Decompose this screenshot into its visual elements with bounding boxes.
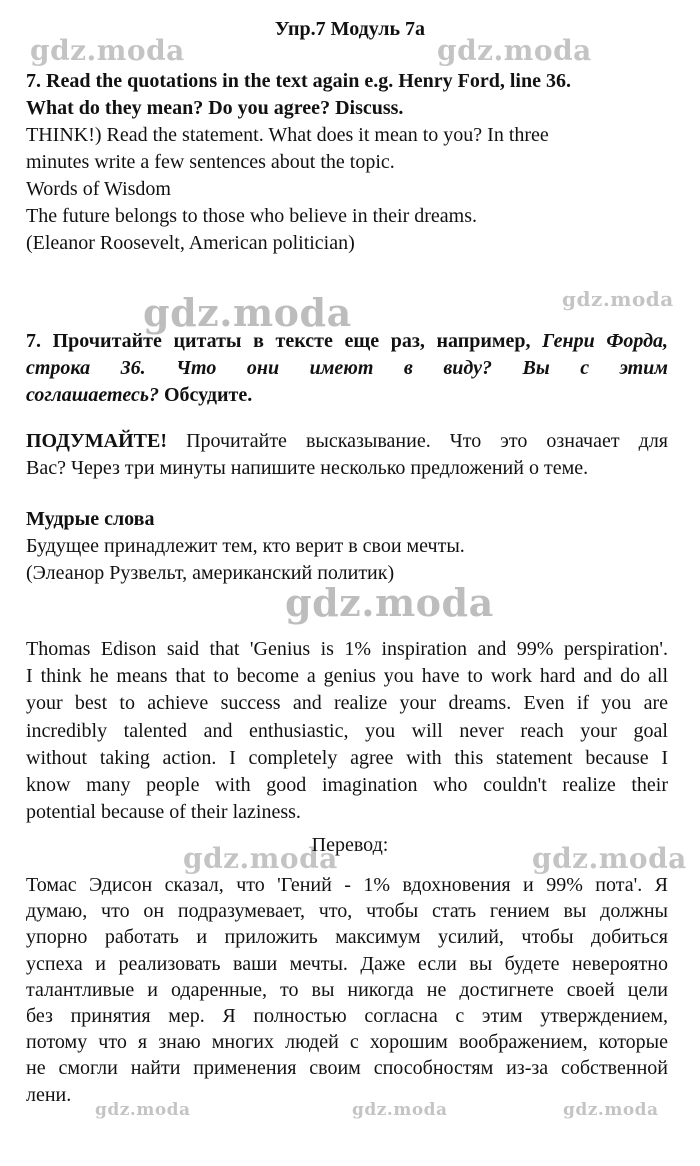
translation-line: лени. xyxy=(26,1083,72,1106)
ru-task-line-1 xyxy=(26,328,668,355)
translation-line: Томас Эдисон сказал, что 'Гений - 1% вдохновения и 99% пота'. Я xyxy=(26,874,668,896)
watermark: gdz.moda xyxy=(532,842,687,875)
task-line: 7. Read the quotations in the text again e.g. Henry Ford, line 36. xyxy=(26,70,571,92)
russian-wisdom xyxy=(26,506,668,587)
think-text: Прочитайте высказывание. Что это означает для xyxy=(186,430,669,452)
russian-think xyxy=(26,428,668,482)
answer-line: I think he means that to become a genius you have to work hard and do all xyxy=(26,665,668,688)
answer-line: without taking action. I completely agree with this statement because I xyxy=(26,746,668,769)
watermark: gdz.moda xyxy=(562,287,674,311)
quote: The future belongs to those who believe in their dreams. xyxy=(26,205,477,227)
task-line: What do they mean? Do you agree? Discuss. xyxy=(26,97,404,119)
translation-line: без принятия мер. Я полностью согласна с этим утверждением, xyxy=(26,1005,668,1028)
watermark: gdz.moda xyxy=(143,290,352,335)
translation-paragraph xyxy=(26,872,668,1108)
ru-task-bold: Обсудите. xyxy=(163,384,253,406)
english-task xyxy=(26,68,668,257)
russian-task xyxy=(26,328,668,409)
ru-task-line-2: строка 36. Что они имеют в виду? Вы с этим xyxy=(26,357,668,379)
ru-think-line-1 xyxy=(26,428,668,455)
ru-task-italic: Генри Форда, xyxy=(542,330,668,352)
translation-line: успеха и реализовать ваши мечты. Даже если вы будете невероятно xyxy=(26,952,668,975)
answer-line: incredibly talented and enthusiastic, you will never reach your goal xyxy=(26,719,668,742)
wisdom-heading: Мудрые слова xyxy=(26,508,155,530)
think-line: THINK!) Read the statement. What does it mean to you? In three xyxy=(26,124,549,146)
think-label: ПОДУМАЙТЕ! xyxy=(26,430,168,452)
translation-line: думаю, что он подразумевает, что, чтобы стать гением вы должны xyxy=(26,900,668,923)
translation-label: Перевод: xyxy=(311,834,389,856)
watermark: gdz.moda xyxy=(437,34,592,67)
answer-line: know many people with good imagination who couldn't realize their xyxy=(26,774,668,797)
translation-line: потому что я знаю многих людей с хорошим воображением, которые xyxy=(26,1031,668,1054)
ru-task-italic: соглашаетесь? xyxy=(26,384,159,406)
watermark: gdz.moda xyxy=(285,580,494,625)
wisdom-heading: Words of Wisdom xyxy=(26,178,171,200)
answer-line: potential because of their laziness. xyxy=(26,801,301,824)
watermark: gdz.moda xyxy=(563,1100,659,1120)
quote-author: (Элеанор Рузвельт, американский политик) xyxy=(26,562,395,584)
ru-think-line-2: Вас? Через три минуты напишите несколько предложений о теме. xyxy=(26,457,589,479)
watermark: gdz.moda xyxy=(95,1100,191,1120)
page-title: Упр.7 Модуль 7а xyxy=(274,18,426,40)
translation-line: талантливые и одаренные, то вы никогда не достигнете своей цели xyxy=(26,978,668,1001)
answer-line: Thomas Edison said that 'Genius is 1% inspiration and 99% perspiration'. xyxy=(26,638,668,660)
quote-author: (Eleanor Roosevelt, American politician) xyxy=(26,232,355,254)
watermark: gdz.moda xyxy=(30,34,185,67)
ru-task-bold: 7. Прочитайте цитаты в тексте еще раз, например, xyxy=(26,330,531,352)
think-line: minutes write a few sentences about the topic. xyxy=(26,151,395,173)
answer-line: your best to achieve success and realize your dreams. Even if you are xyxy=(26,692,668,715)
quote: Будущее принадлежит тем, кто верит в свои мечты. xyxy=(26,535,465,557)
translation-line: упорно работать и приложить максимум усилий, чтобы добиться xyxy=(26,926,668,949)
answer-paragraph xyxy=(26,636,668,826)
ru-task-line-3 xyxy=(26,382,668,409)
translation-line: не смогли найти применения своим способностям из-за собственной xyxy=(26,1057,668,1080)
watermark: gdz.moda xyxy=(183,842,338,875)
watermark: gdz.moda xyxy=(352,1100,448,1120)
